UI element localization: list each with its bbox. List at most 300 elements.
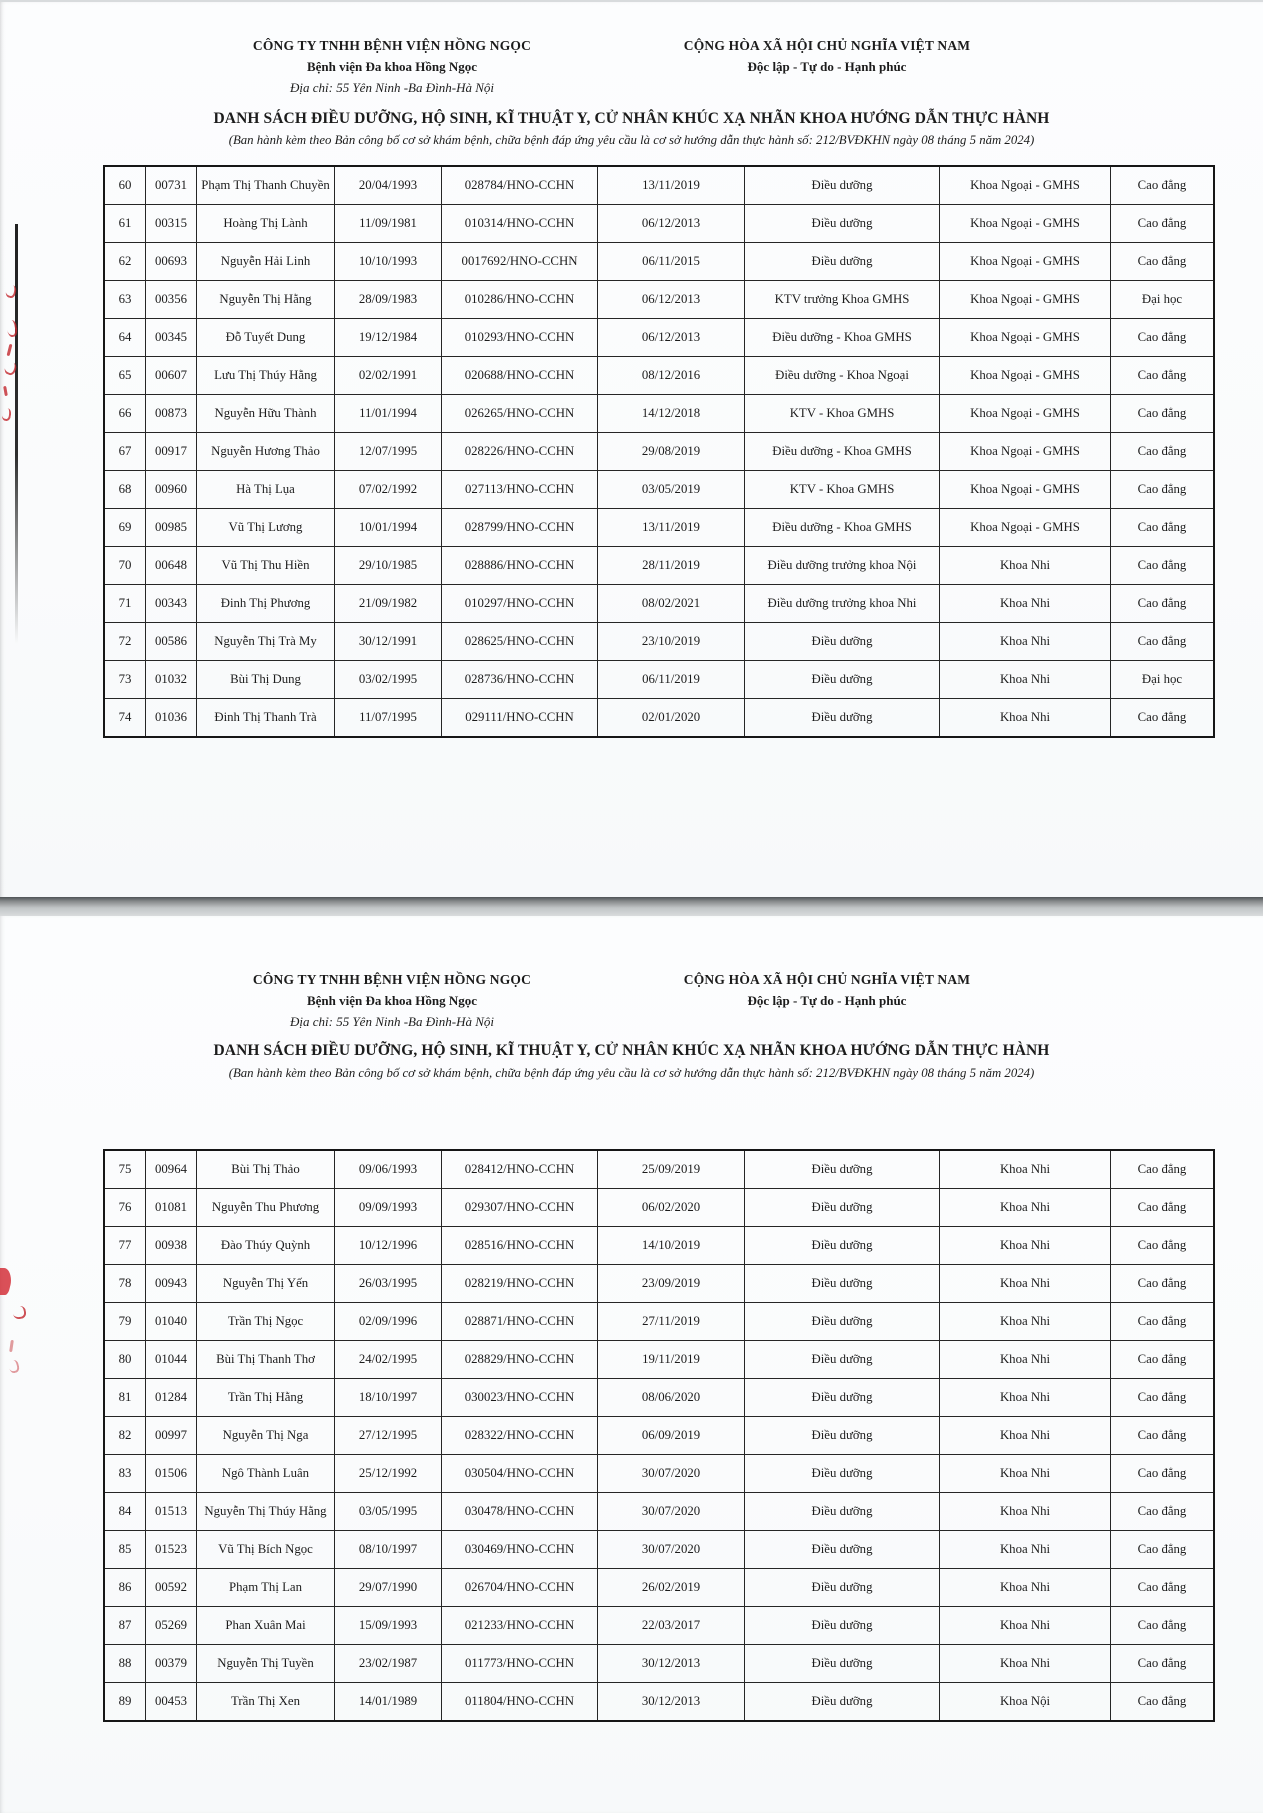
table-cell: Vũ Thị Lương — [197, 509, 335, 547]
table-cell: Điều dưỡng — [745, 1455, 940, 1493]
table-cell: 30/12/2013 — [598, 1683, 745, 1722]
table-cell: Nguyễn Thị Hằng — [197, 281, 335, 319]
table-cell: 03/05/1995 — [335, 1493, 442, 1531]
table-cell: 028226/HNO-CCHN — [442, 433, 598, 471]
red-stamp-fragment — [12, 1305, 26, 1319]
document-title: DANH SÁCH ĐIỀU DƯỠNG, HỘ SINH, KĨ THUẬT Y, CỬ NHÂN KHÚC XẠ NHÃN KHOA HƯỚNG DẪN THỰC HÀNH — [213, 110, 1050, 127]
table-row — [104, 243, 1214, 281]
table-cell: 25/12/1992 — [335, 1455, 442, 1493]
table-row — [104, 1303, 1214, 1341]
table-cell: Khoa Ngoại - GMHS — [940, 281, 1111, 319]
red-stamp-fragment — [1, 408, 11, 422]
table-cell: 00985 — [146, 509, 197, 547]
table-cell: Nguyễn Thị Trà My — [197, 623, 335, 661]
table-cell: Cao đẳng — [1111, 1417, 1215, 1455]
table-cell: 30/12/1991 — [335, 623, 442, 661]
national-motto-line-1: CỘNG HÒA XÃ HỘI CHỦ NGHĨA VIỆT NAM — [683, 38, 971, 53]
table-row — [104, 1379, 1214, 1417]
table-cell: 87 — [104, 1607, 146, 1645]
table-cell: 03/05/2019 — [598, 471, 745, 509]
table-cell: Khoa Ngoại - GMHS — [940, 357, 1111, 395]
table-cell: 00997 — [146, 1417, 197, 1455]
table-cell: 82 — [104, 1417, 146, 1455]
table-cell: 61 — [104, 205, 146, 243]
table-row — [104, 281, 1214, 319]
table-cell: 68 — [104, 471, 146, 509]
table-cell: 83 — [104, 1455, 146, 1493]
table-row — [104, 509, 1214, 547]
table-cell: Cao đẳng — [1111, 319, 1215, 357]
table-cell: Khoa Nhi — [940, 1645, 1111, 1683]
table-cell: 29/10/1985 — [335, 547, 442, 585]
table-cell: 05269 — [146, 1607, 197, 1645]
table-cell: 30/07/2020 — [598, 1455, 745, 1493]
table-row — [104, 1150, 1214, 1189]
table-cell: Điều dưỡng — [745, 661, 940, 699]
table-row — [104, 205, 1214, 243]
table-cell: Cao đẳng — [1111, 243, 1215, 281]
table-cell: Phạm Thị Lan — [197, 1569, 335, 1607]
table-cell: 028625/HNO-CCHN — [442, 623, 598, 661]
table-cell: 06/12/2013 — [598, 319, 745, 357]
page-gap — [0, 897, 1263, 916]
table-cell: 20/04/1993 — [335, 166, 442, 205]
table-cell: 028829/HNO-CCHN — [442, 1341, 598, 1379]
table-cell: 85 — [104, 1531, 146, 1569]
table-cell: Cao đẳng — [1111, 395, 1215, 433]
table-cell: 06/11/2019 — [598, 661, 745, 699]
table-cell: Cao đẳng — [1111, 547, 1215, 585]
table-cell: 06/11/2015 — [598, 243, 745, 281]
table-cell: 010286/HNO-CCHN — [442, 281, 598, 319]
table-cell: Cao đẳng — [1111, 1531, 1215, 1569]
table-cell: Khoa Nhi — [940, 1379, 1111, 1417]
table-cell: Nguyễn Hương Thảo — [197, 433, 335, 471]
table-cell: Cao đẳng — [1111, 1265, 1215, 1303]
table-cell: Bùi Thị Thảo — [197, 1150, 335, 1189]
table-cell: 00917 — [146, 433, 197, 471]
table-cell: Điều dưỡng — [745, 166, 940, 205]
table-cell: 07/02/1992 — [335, 471, 442, 509]
table-cell: 02/01/2020 — [598, 699, 745, 738]
national-motto-line-1: CỘNG HÒA XÃ HỘI CHỦ NGHĨA VIỆT NAM — [683, 972, 971, 987]
table-cell: Điều dưỡng — [745, 1645, 940, 1683]
national-motto-line-2: Độc lập - Tự do - Hạnh phúc — [747, 59, 907, 74]
table-cell: 02/02/1991 — [335, 357, 442, 395]
table-cell: Điều dưỡng — [745, 1341, 940, 1379]
staff-table-page-2 — [103, 1149, 1215, 1722]
table-row — [104, 1417, 1214, 1455]
table-cell: 69 — [104, 509, 146, 547]
table-cell: 11/01/1994 — [335, 395, 442, 433]
table-cell: Khoa Nhi — [940, 623, 1111, 661]
table-cell: Cao đẳng — [1111, 1607, 1215, 1645]
table-cell: 01044 — [146, 1341, 197, 1379]
table-cell: Khoa Nhi — [940, 1417, 1111, 1455]
table-cell: Điều dưỡng - Khoa GMHS — [745, 319, 940, 357]
table-cell: Khoa Nhi — [940, 1455, 1111, 1493]
table-cell: Đinh Thị Phương — [197, 585, 335, 623]
table-cell: Khoa Ngoại - GMHS — [940, 205, 1111, 243]
table-cell: 26/03/1995 — [335, 1265, 442, 1303]
table-cell: 74 — [104, 699, 146, 738]
table-cell: 27/12/1995 — [335, 1417, 442, 1455]
table-cell: Cao đẳng — [1111, 471, 1215, 509]
table-row — [104, 1607, 1214, 1645]
table-cell: 06/09/2019 — [598, 1417, 745, 1455]
document-subtitle: (Ban hành kèm theo Bản công bố cơ sở khám bệnh, chữa bệnh đáp ứng yêu cầu là cơ sở hướng dẫn thực hành số: 212/BVĐKHN ngày 08 tháng 5 năm 2024) — [228, 133, 1035, 147]
table-cell: 12/07/1995 — [335, 433, 442, 471]
table-cell: 030504/HNO-CCHN — [442, 1455, 598, 1493]
table-cell: 30/12/2013 — [598, 1645, 745, 1683]
table-cell: 13/11/2019 — [598, 166, 745, 205]
table-cell: Điều dưỡng trưởng khoa Nhi — [745, 585, 940, 623]
table-cell: 00873 — [146, 395, 197, 433]
table-cell: 30/07/2020 — [598, 1531, 745, 1569]
table-cell: Điều dưỡng — [745, 205, 940, 243]
table-cell: 011773/HNO-CCHN — [442, 1645, 598, 1683]
table-cell: 01081 — [146, 1189, 197, 1227]
table-cell: Vũ Thị Thu Hiền — [197, 547, 335, 585]
table-cell: Lưu Thị Thúy Hằng — [197, 357, 335, 395]
table-cell: 00943 — [146, 1265, 197, 1303]
table-cell: 0017692/HNO-CCHN — [442, 243, 598, 281]
table-cell: 23/02/1987 — [335, 1645, 442, 1683]
table-cell: Điều dưỡng — [745, 243, 940, 281]
table-row — [104, 1455, 1214, 1493]
red-stamp-fragment — [7, 344, 13, 356]
table-cell: Trần Thị Ngọc — [197, 1303, 335, 1341]
table-row — [104, 433, 1214, 471]
table-cell: Đỗ Tuyết Dung — [197, 319, 335, 357]
table-cell: Khoa Nhi — [940, 1303, 1111, 1341]
table-row — [104, 1683, 1214, 1722]
table-cell: 010314/HNO-CCHN — [442, 205, 598, 243]
table-cell: Đinh Thị Thanh Trà — [197, 699, 335, 738]
table-cell: 00964 — [146, 1150, 197, 1189]
table-cell: Khoa Ngoại - GMHS — [940, 243, 1111, 281]
table-cell: 71 — [104, 585, 146, 623]
table-cell: Cao đẳng — [1111, 1379, 1215, 1417]
document-subtitle: (Ban hành kèm theo Bản công bố cơ sở khám bệnh, chữa bệnh đáp ứng yêu cầu là cơ sở hướng dẫn thực hành số: 212/BVĐKHN ngày 08 tháng 5 năm 2024) — [228, 1066, 1035, 1080]
table-cell: Nguyễn Thị Thúy Hằng — [197, 1493, 335, 1531]
table-cell: 29/07/1990 — [335, 1569, 442, 1607]
table-row — [104, 1265, 1214, 1303]
table-cell: 76 — [104, 1189, 146, 1227]
table-cell: Điều dưỡng - Khoa Ngoại — [745, 357, 940, 395]
table-cell: Nguyễn Thu Phương — [197, 1189, 335, 1227]
table-cell: 028322/HNO-CCHN — [442, 1417, 598, 1455]
table-cell: 63 — [104, 281, 146, 319]
company-name: CÔNG TY TNHH BỆNH VIỆN HỒNG NGỌC — [252, 38, 532, 53]
table-cell: 15/09/1993 — [335, 1607, 442, 1645]
hospital-name: Bệnh viện Đa khoa Hồng Ngọc — [306, 993, 478, 1008]
table-cell: 028784/HNO-CCHN — [442, 166, 598, 205]
table-cell: Khoa Nhi — [940, 1341, 1111, 1379]
table-cell: 00960 — [146, 471, 197, 509]
table-row — [104, 1189, 1214, 1227]
table-cell: Khoa Ngoại - GMHS — [940, 471, 1111, 509]
table-cell: 11/07/1995 — [335, 699, 442, 738]
company-name: CÔNG TY TNHH BỆNH VIỆN HỒNG NGỌC — [252, 972, 532, 987]
table-cell: 19/11/2019 — [598, 1341, 745, 1379]
table-cell: Hà Thị Lụa — [197, 471, 335, 509]
table-cell: Điều dưỡng — [745, 1683, 940, 1722]
table-cell: 29/08/2019 — [598, 433, 745, 471]
table-cell: Điều dưỡng — [745, 1607, 940, 1645]
document-page-2 — [0, 916, 1263, 1813]
table-cell: Khoa Nhi — [940, 1189, 1111, 1227]
table-cell: Khoa Nhi — [940, 661, 1111, 699]
table-cell: Nguyễn Thị Tuyền — [197, 1645, 335, 1683]
table-cell: Cao đẳng — [1111, 1150, 1215, 1189]
table-row — [104, 166, 1214, 205]
table-cell: Điều dưỡng — [745, 1493, 940, 1531]
table-cell: 028516/HNO-CCHN — [442, 1227, 598, 1265]
table-cell: 06/12/2013 — [598, 205, 745, 243]
company-header-block — [212, 38, 572, 96]
table-cell: Ngô Thành Luân — [197, 1455, 335, 1493]
table-cell: KTV - Khoa GMHS — [745, 471, 940, 509]
table-cell: 030469/HNO-CCHN — [442, 1531, 598, 1569]
table-cell: 01513 — [146, 1493, 197, 1531]
table-cell: Khoa Ngoại - GMHS — [940, 395, 1111, 433]
table-cell: KTV - Khoa GMHS — [745, 395, 940, 433]
table-cell: Cao đẳng — [1111, 1341, 1215, 1379]
table-cell: 22/03/2017 — [598, 1607, 745, 1645]
table-cell: 08/02/2021 — [598, 585, 745, 623]
hospital-name: Bệnh viện Đa khoa Hồng Ngọc — [306, 59, 478, 74]
table-cell: 01036 — [146, 699, 197, 738]
table-cell: 21/09/1982 — [335, 585, 442, 623]
table-cell: Khoa Nhi — [940, 1265, 1111, 1303]
address-line: Địa chỉ: 55 Yên Ninh -Ba Đình-Hà Nội — [289, 1014, 494, 1029]
staff-table-page-1 — [103, 165, 1215, 738]
table-cell: 06/12/2013 — [598, 281, 745, 319]
table-row — [104, 1493, 1214, 1531]
table-cell: Khoa Nhi — [940, 1607, 1111, 1645]
table-cell: Khoa Ngoại - GMHS — [940, 166, 1111, 205]
table-cell: 10/12/1996 — [335, 1227, 442, 1265]
table-cell: 00592 — [146, 1569, 197, 1607]
table-cell: Khoa Nhi — [940, 1531, 1111, 1569]
table-cell: 00453 — [146, 1683, 197, 1722]
table-cell: Cao đẳng — [1111, 699, 1215, 738]
table-cell: Cao đẳng — [1111, 166, 1215, 205]
table-cell: 08/12/2016 — [598, 357, 745, 395]
table-cell: 62 — [104, 243, 146, 281]
table-cell: Cao đẳng — [1111, 1645, 1215, 1683]
table-cell: 00938 — [146, 1227, 197, 1265]
table-cell: 00648 — [146, 547, 197, 585]
table-cell: Điều dưỡng — [745, 623, 940, 661]
table-cell: KTV trưởng Khoa GMHS — [745, 281, 940, 319]
table-cell: 01506 — [146, 1455, 197, 1493]
table-cell: 14/10/2019 — [598, 1227, 745, 1265]
table-row — [104, 585, 1214, 623]
table-cell: 19/12/1984 — [335, 319, 442, 357]
table-cell: Điều dưỡng — [745, 699, 940, 738]
table-cell: Khoa Ngoại - GMHS — [940, 433, 1111, 471]
table-cell: 01523 — [146, 1531, 197, 1569]
table-row — [104, 623, 1214, 661]
table-row — [104, 319, 1214, 357]
table-cell: Cao đẳng — [1111, 1493, 1215, 1531]
table-cell: 10/01/1994 — [335, 509, 442, 547]
table-cell: Trần Thị Xen — [197, 1683, 335, 1722]
table-cell: 028736/HNO-CCHN — [442, 661, 598, 699]
table-cell: Điều dưỡng — [745, 1227, 940, 1265]
table-cell: Khoa Nhi — [940, 1227, 1111, 1265]
table-cell: 011804/HNO-CCHN — [442, 1683, 598, 1722]
table-cell: Vũ Thị Bích Ngọc — [197, 1531, 335, 1569]
table-cell: 30/07/2020 — [598, 1493, 745, 1531]
table-cell: Khoa Nhi — [940, 1493, 1111, 1531]
table-cell: 010293/HNO-CCHN — [442, 319, 598, 357]
table-row — [104, 357, 1214, 395]
table-cell: Cao đẳng — [1111, 1683, 1215, 1722]
table-cell: 09/09/1993 — [335, 1189, 442, 1227]
table-cell: 02/09/1996 — [335, 1303, 442, 1341]
table-cell: 13/11/2019 — [598, 509, 745, 547]
table-cell: Điều dưỡng - Khoa GMHS — [745, 509, 940, 547]
table-cell: 030478/HNO-CCHN — [442, 1493, 598, 1531]
table-cell: 28/11/2019 — [598, 547, 745, 585]
table-cell: Khoa Ngoại - GMHS — [940, 319, 1111, 357]
red-stamp-fragment — [0, 1268, 11, 1292]
table-cell: 60 — [104, 166, 146, 205]
table-cell: Cao đẳng — [1111, 1227, 1215, 1265]
table-cell: 01284 — [146, 1379, 197, 1417]
table-row — [104, 1645, 1214, 1683]
table-cell: 09/06/1993 — [335, 1150, 442, 1189]
table-cell: 89 — [104, 1683, 146, 1722]
table-row — [104, 1227, 1214, 1265]
table-cell: 00586 — [146, 623, 197, 661]
table-cell: 00607 — [146, 357, 197, 395]
table-cell: 027113/HNO-CCHN — [442, 471, 598, 509]
table-cell: Điều dưỡng — [745, 1531, 940, 1569]
table-cell: Khoa Nhi — [940, 1569, 1111, 1607]
table-cell: Điều dưỡng - Khoa GMHS — [745, 433, 940, 471]
table-cell: 24/02/1995 — [335, 1341, 442, 1379]
table-cell: 14/12/2018 — [598, 395, 745, 433]
table-row — [104, 1341, 1214, 1379]
table-cell: 00343 — [146, 585, 197, 623]
table-cell: Nguyễn Thị Yến — [197, 1265, 335, 1303]
document-title: DANH SÁCH ĐIỀU DƯỠNG, HỘ SINH, KĨ THUẬT Y, CỬ NHÂN KHÚC XẠ NHÃN KHOA HƯỚNG DẪN THỰC HÀNH — [213, 1042, 1050, 1059]
table-cell: 84 — [104, 1493, 146, 1531]
table-cell: 80 — [104, 1341, 146, 1379]
table-cell: 028799/HNO-CCHN — [442, 509, 598, 547]
table-cell: Cao đẳng — [1111, 433, 1215, 471]
table-cell: Phan Xuân Mai — [197, 1607, 335, 1645]
table-cell: 028219/HNO-CCHN — [442, 1265, 598, 1303]
table-cell: 78 — [104, 1265, 146, 1303]
table-cell: 028886/HNO-CCHN — [442, 547, 598, 585]
table-cell: 88 — [104, 1645, 146, 1683]
table-cell: Cao đẳng — [1111, 1569, 1215, 1607]
table-cell: Cao đẳng — [1111, 1455, 1215, 1493]
table-cell: 00345 — [146, 319, 197, 357]
address-line: Địa chỉ: 55 Yên Ninh -Ba Đình-Hà Nội — [289, 80, 494, 95]
table-cell: 72 — [104, 623, 146, 661]
table-cell: 00379 — [146, 1645, 197, 1683]
table-row — [104, 1531, 1214, 1569]
table-row — [104, 471, 1214, 509]
table-cell: 08/10/1997 — [335, 1531, 442, 1569]
table-cell: 70 — [104, 547, 146, 585]
table-row — [104, 547, 1214, 585]
table-cell: 10/10/1993 — [335, 243, 442, 281]
table-cell: Điều dưỡng — [745, 1417, 940, 1455]
table-cell: 01040 — [146, 1303, 197, 1341]
table-cell: 01032 — [146, 661, 197, 699]
table-cell: Khoa Nhi — [940, 585, 1111, 623]
table-cell: 77 — [104, 1227, 146, 1265]
table-cell: 026704/HNO-CCHN — [442, 1569, 598, 1607]
table-cell: 028412/HNO-CCHN — [442, 1150, 598, 1189]
table-cell: Bùi Thị Dung — [197, 661, 335, 699]
table-cell: 79 — [104, 1303, 146, 1341]
table-cell: Điều dưỡng — [745, 1379, 940, 1417]
table-cell: 00356 — [146, 281, 197, 319]
table-row — [104, 395, 1214, 433]
table-cell: 23/09/2019 — [598, 1265, 745, 1303]
table-cell: 86 — [104, 1569, 146, 1607]
table-cell: 25/09/2019 — [598, 1150, 745, 1189]
national-motto-line-2: Độc lập - Tự do - Hạnh phúc — [747, 993, 907, 1008]
table-cell: 26/02/2019 — [598, 1569, 745, 1607]
table-cell: Cao đẳng — [1111, 1189, 1215, 1227]
table-cell: Nguyễn Thị Nga — [197, 1417, 335, 1455]
table-cell: 020688/HNO-CCHN — [442, 357, 598, 395]
table-cell: Điều dưỡng — [745, 1189, 940, 1227]
table-cell: 08/06/2020 — [598, 1379, 745, 1417]
table-cell: 03/02/1995 — [335, 661, 442, 699]
table-cell: 66 — [104, 395, 146, 433]
table-row — [104, 1569, 1214, 1607]
red-stamp-fragment — [8, 1359, 20, 1374]
red-stamp-fragment — [9, 1340, 14, 1352]
table-cell: 14/01/1989 — [335, 1683, 442, 1722]
table-cell: Cao đẳng — [1111, 623, 1215, 661]
table-cell: Nguyễn Hữu Thành — [197, 395, 335, 433]
table-cell: 00315 — [146, 205, 197, 243]
table-cell: Nguyễn Hải Linh — [197, 243, 335, 281]
table-cell: Khoa Nội — [940, 1683, 1111, 1722]
table-cell: Cao đẳng — [1111, 205, 1215, 243]
table-cell: 65 — [104, 357, 146, 395]
table-cell: Điều dưỡng — [745, 1150, 940, 1189]
table-cell: Cao đẳng — [1111, 357, 1215, 395]
table-cell: Trần Thị Hằng — [197, 1379, 335, 1417]
table-cell: 026265/HNO-CCHN — [442, 395, 598, 433]
table-cell: 23/10/2019 — [598, 623, 745, 661]
table-cell: 00731 — [146, 166, 197, 205]
table-cell: 28/09/1983 — [335, 281, 442, 319]
document-page-1 — [0, 0, 1263, 899]
table-cell: 81 — [104, 1379, 146, 1417]
red-stamp-fragment — [3, 386, 8, 396]
table-cell: Bùi Thị Thanh Thơ — [197, 1341, 335, 1379]
table-cell: Đào Thúy Quỳnh — [197, 1227, 335, 1265]
table-cell: 18/10/1997 — [335, 1379, 442, 1417]
table-cell: Đại học — [1111, 661, 1215, 699]
table-cell: Phạm Thị Thanh Chuyền — [197, 166, 335, 205]
national-header-block — [647, 972, 1007, 1009]
table-cell: Khoa Nhi — [940, 699, 1111, 738]
